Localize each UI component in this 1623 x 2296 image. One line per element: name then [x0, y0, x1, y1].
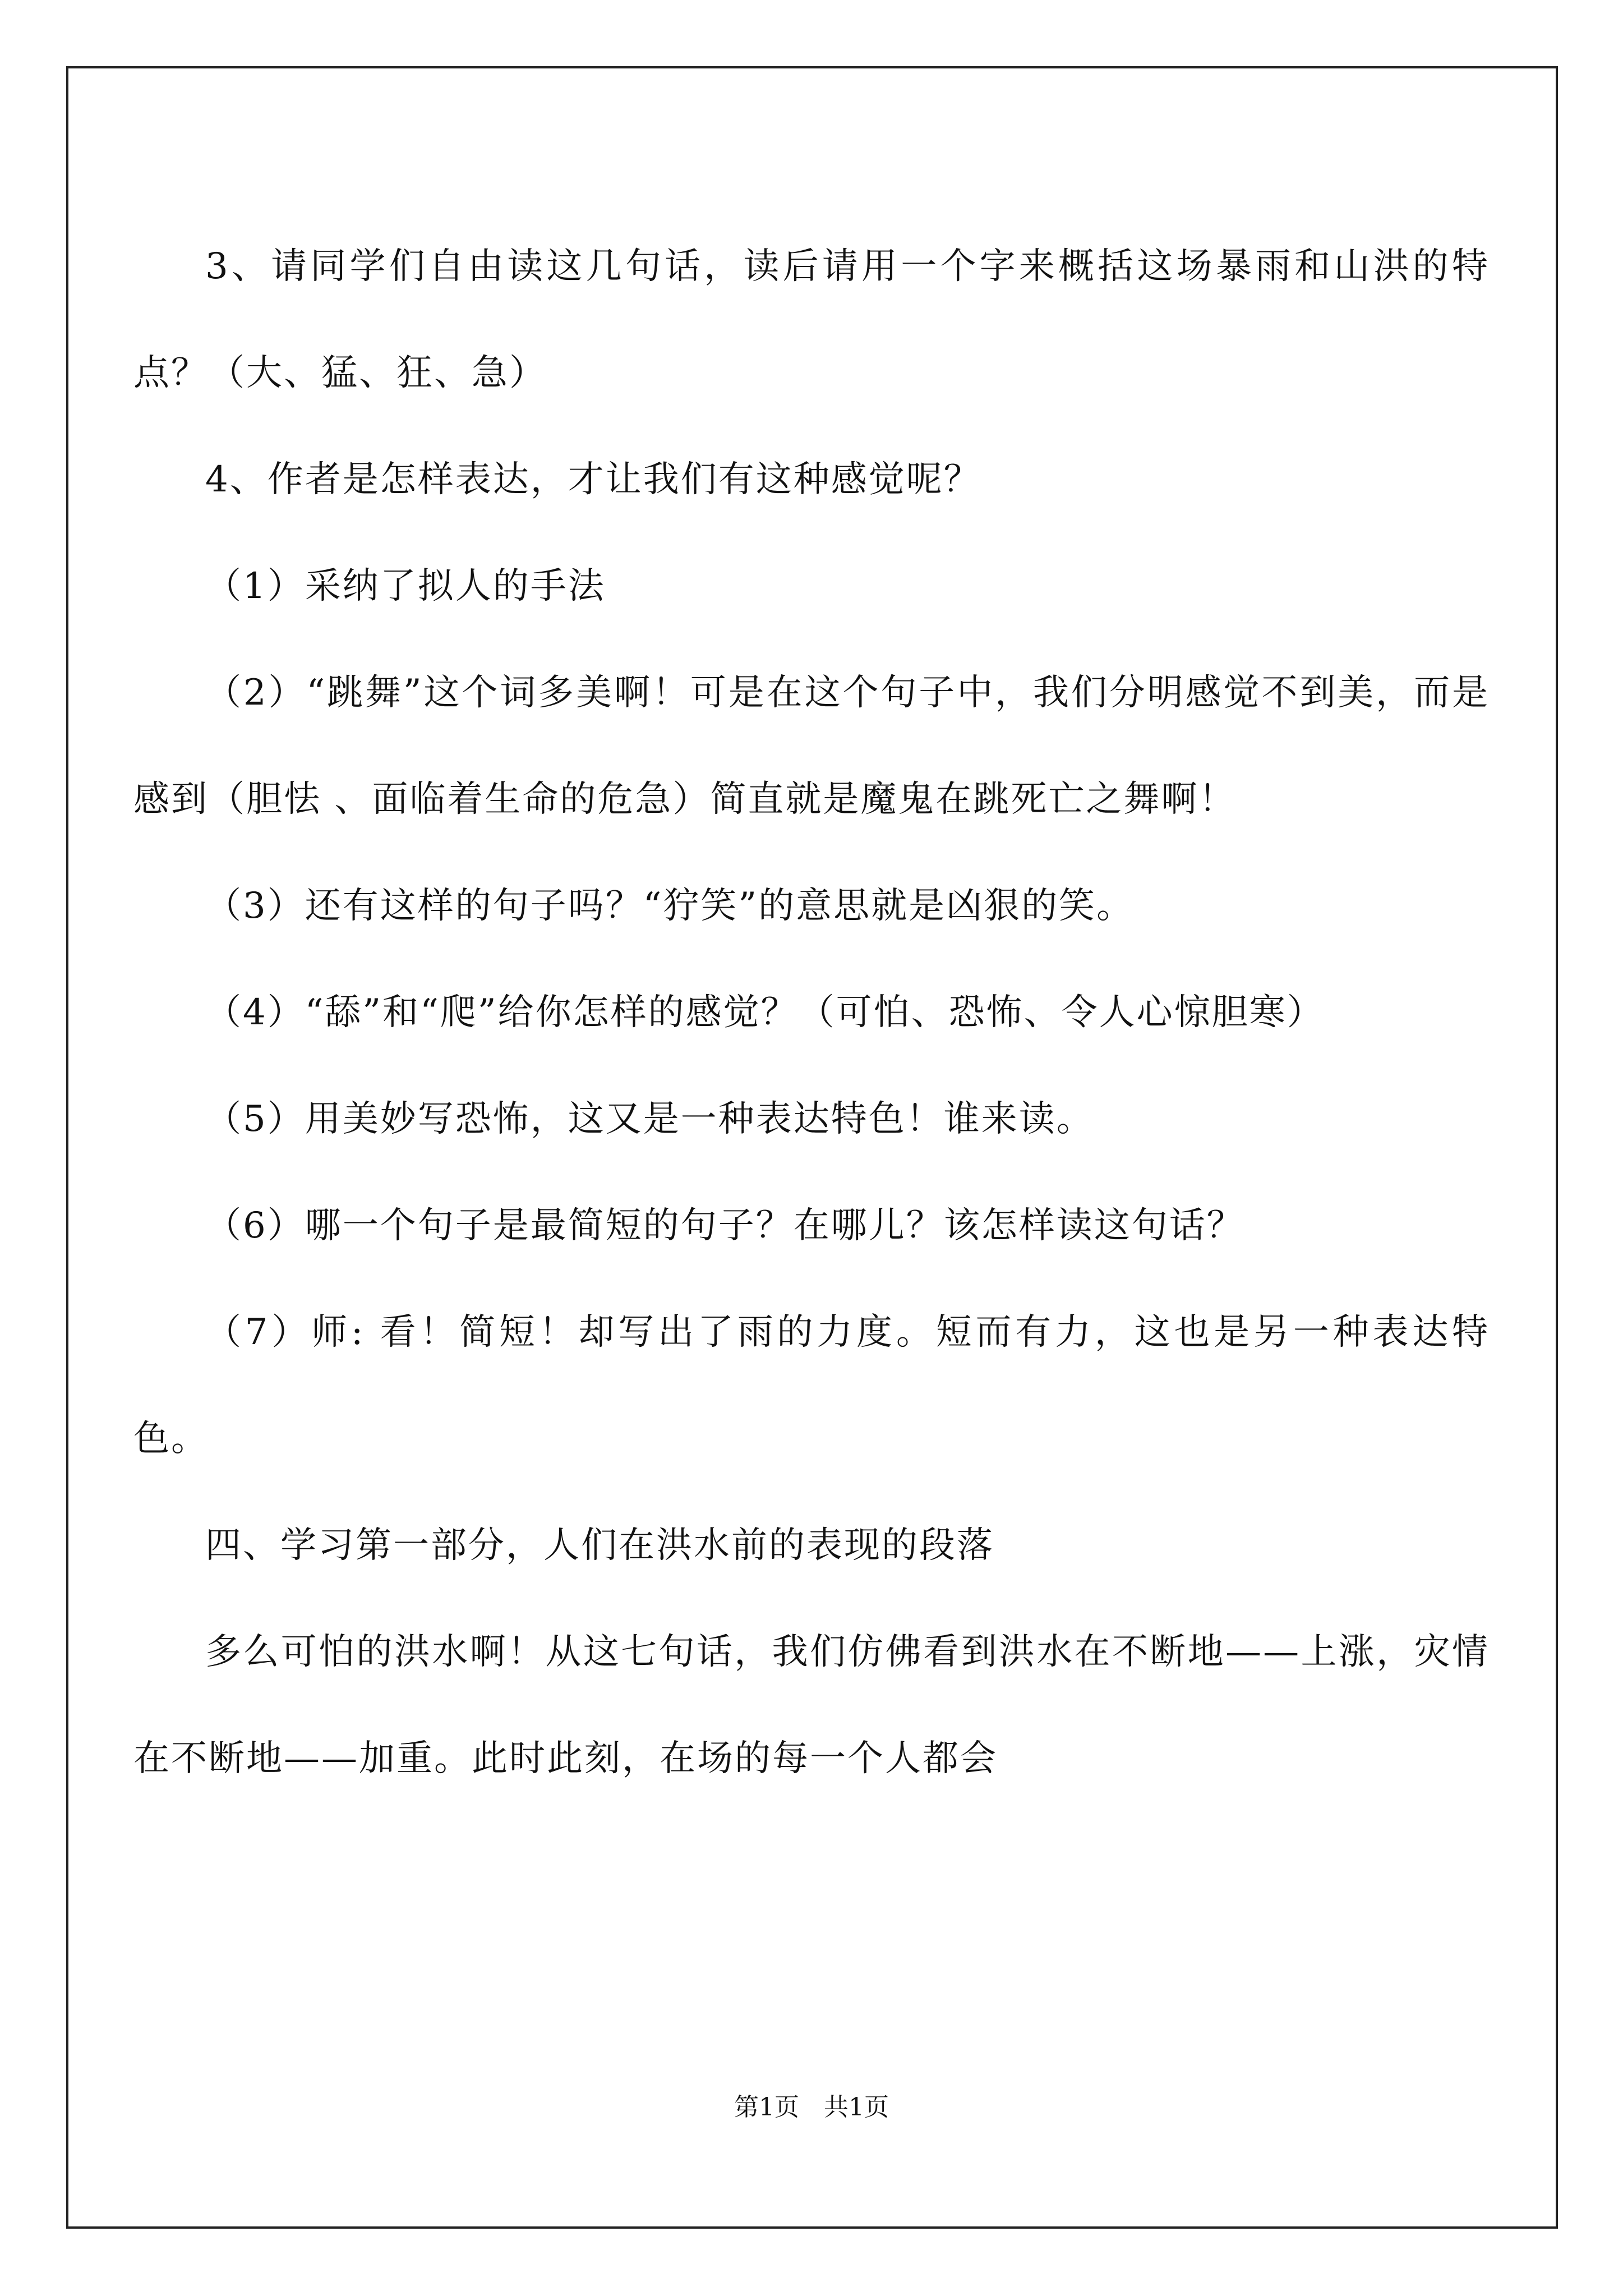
paragraph-10: 四、学习第一部分，人们在洪水前的表现的段落 — [205, 1525, 994, 1566]
paragraph-2: 4、作者是怎样表达，才让我们有这种感觉呢？ — [205, 459, 981, 500]
paragraph-6: （4）“舔”和“爬”给你怎样的感觉？（可怕、恐怖、令人心惊胆寒） — [205, 992, 1325, 1033]
paragraph-7: （5）用美妙写恐怖，这又是一种表达特色！谁来读。 — [205, 1098, 1094, 1140]
document-body — [133, 213, 1490, 1812]
paragraph-11: 多么可怕的洪水啊！从这七句话，我们仿佛看到洪水在不断地——上涨，灾情在不断地——加重。此时此刻，在场的每一个人都会 — [133, 1631, 1490, 1779]
paragraph-9: （7）师: 看！简短！却写出了雨的力度。短而有力，这也是另一种表达特色。 — [133, 1312, 1490, 1460]
paragraph-8: （6）哪一个句子是最简短的句子？在哪儿？该怎样读这句话？ — [205, 1205, 1244, 1246]
paragraph-5: （3）还有这样的句子吗？“狞笑”的意思就是凶狠的笑。 — [205, 885, 1135, 927]
paragraph-3: （1）采纳了拟人的手法 — [205, 565, 606, 607]
paragraph-1: 3、请同学们自由读这几句话，读后请用一个字来概括这场暴雨和山洪的特点？（大、猛、狂、急） — [133, 246, 1490, 394]
page-footer: 第1页 共1页 — [734, 2093, 889, 2122]
paragraph-4: （2）“跳舞”这个词多美啊！可是在这个句子中，我们分明感觉不到美，而是感到（胆怯 、面临着生命的危急）简直就是魔鬼在跳死亡之舞啊！ — [133, 672, 1490, 820]
